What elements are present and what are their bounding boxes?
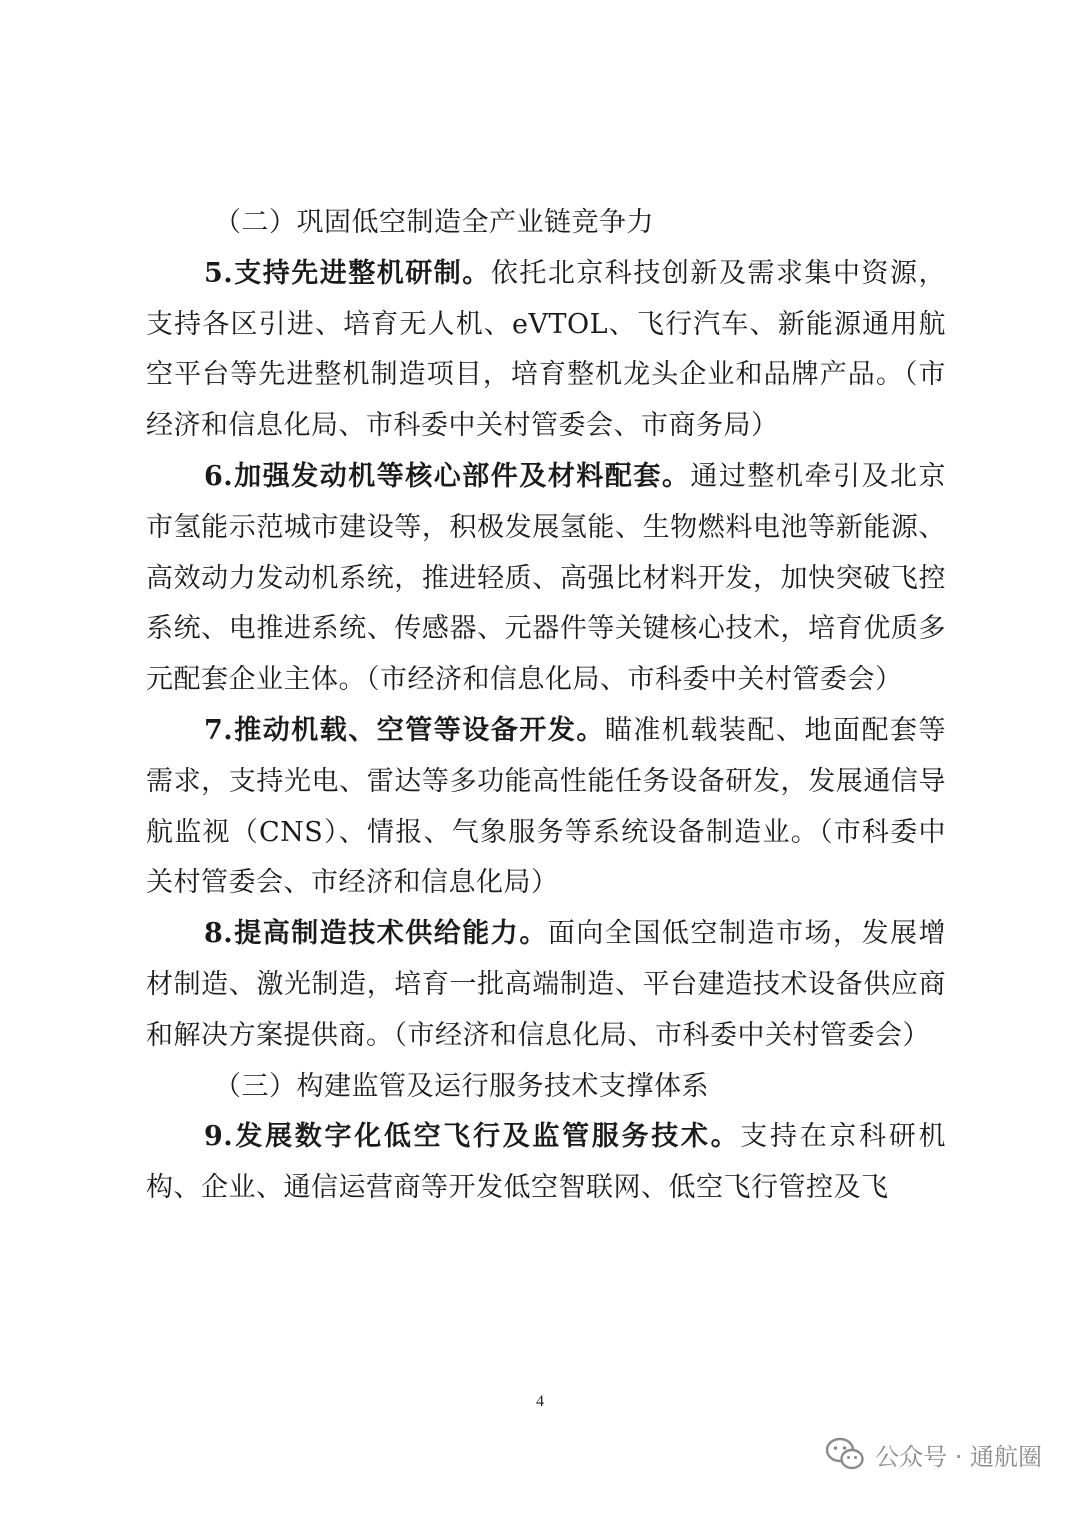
- item-lead: 5.支持先进整机研制。: [204, 257, 491, 289]
- watermark: [825, 1432, 1042, 1476]
- item-lead: 7.推动机载、空管等设备开发。: [204, 714, 605, 746]
- item-text: 依托北京科技创新及需求集中资源，支持各区引进、培育无人机、eVTOL、飞行汽车、新能源通用航空平台等先进整机制造项目，培育整机龙头企业和品牌产品。（市经济和信息化局、市科委中关村管委会、市商务局）: [146, 257, 946, 442]
- item-text: 支持在京科研机构、企业、通信运营商等开发低空智联网、低空飞行管控及飞: [146, 1121, 946, 1204]
- page-number: 4: [536, 1393, 544, 1410]
- paragraph-item-9: [146, 1112, 946, 1214]
- paragraph-item-7: [146, 706, 946, 909]
- paragraph-item-5: [146, 249, 946, 452]
- wechat-icon: [825, 1437, 865, 1471]
- item-text: 瞄准机载装配、地面配套等需求，支持光电、雷达等多功能高性能任务设备研发，发展通信导航监视（CNS）、情报、气象服务等系统设备制造业。（市科委中关村管委会、市经济和信息化局）: [146, 714, 947, 899]
- item-text: 面向全国低空制造市场，发展增材制造、激光制造，培育一批高端制造、平台建造技术设备供应商和解决方案提供商。（市经济和信息化局、市科委中关村管委会）: [146, 918, 947, 1051]
- item-text: 通过整机牵引及北京市氢能示范城市建设等，积极发展氢能、生物燃料电池等新能源、高效动力发动机系统，推进轻质、高强比材料开发，加快突破飞控系统、电推进系统、传感器、元器件等关键核心技术，培育优质多元配套企业主体。（市经济和信息化局、市科委中关村管委会）: [146, 460, 947, 696]
- section-heading-3: （三）构建监管及运行服务技术支撑体系: [214, 1070, 709, 1102]
- paragraph-item-8: [146, 909, 946, 1061]
- document-body: [146, 198, 946, 1214]
- item-lead: 6.加强发动机等核心部件及材料配套。: [204, 460, 691, 492]
- item-lead: 8.提高制造技术供给能力。: [204, 918, 548, 950]
- item-lead: 9.发展数字化低空飞行及监管服务技术。: [204, 1121, 741, 1153]
- paragraph-item-6: [146, 452, 946, 706]
- section-heading-2: （二）巩固低空制造全产业链竞争力: [214, 207, 654, 238]
- watermark-text: 公众号 · 通航圈: [875, 1442, 1042, 1471]
